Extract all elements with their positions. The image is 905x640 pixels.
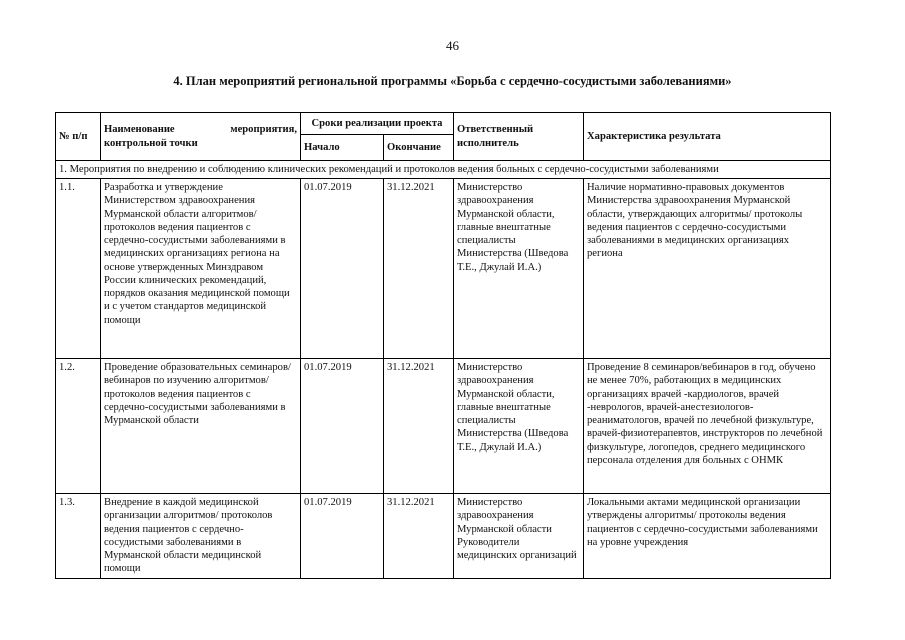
row-result: Проведение 8 семинаров/вебинаров в год, обучено не менее 70%, работающих в медицинских организациях врачей -кардиологов, врачей -неврологов, врачей-анестезиологов- реаниматологов, врачей по лечебной физкультуре, врачей-физиотерапевтов, инструкторов по лечебной физкультуре, логопедов, среднего медицинского персонала отделения для больных с ОНМК xyxy=(584,359,831,494)
header-name-part1: Наименование xyxy=(104,124,175,136)
header-name xyxy=(101,113,301,161)
page-number: 46 xyxy=(446,38,459,53)
header-row-1 xyxy=(56,113,831,135)
row-responsible: Министерство здравоохранения Мурманской области, главные внештатные специалисты Министерства (Шведова Т.Е., Джулай И.А.) xyxy=(454,359,584,494)
header-terms: Сроки реализации проекта xyxy=(301,113,454,135)
row-start: 01.07.2019 xyxy=(301,494,384,578)
row-name: Разработка и утверждение Министерством здравоохранения Мурманской области алгоритмов/ протоколов ведения пациентов с сердечно-сосудистыми заболеваниями в медицинских организациях региона на основе утвержденных Минздравом России клинических рекомендаций, порядков оказания медицинской помощи и с учетом стандартов медицинской помощи xyxy=(101,179,301,359)
section-row xyxy=(56,161,831,179)
row-responsible: Министерство здравоохранения Мурманской области, главные внештатные специалисты Министерства (Шведова Т.Е., Джулай И.А.) xyxy=(454,179,584,359)
row-responsible: Министерство здравоохранения Мурманской области Руководители медицинских организаций xyxy=(454,494,584,578)
section-title: 1. Мероприятия по внедрению и соблюдению клинических рекомендаций и протоколов ведения больных с сердечно-сосудистыми заболеваниями xyxy=(56,161,831,179)
header-result: Характеристика результата xyxy=(584,113,831,161)
row-end: 31.12.2021 xyxy=(384,179,454,359)
row-num: 1.3. xyxy=(56,494,101,578)
row-end: 31.12.2021 xyxy=(384,494,454,578)
header-name-part2: мероприятия, xyxy=(230,124,297,136)
table-row xyxy=(56,359,831,494)
row-num: 1.2. xyxy=(56,359,101,494)
table-row xyxy=(56,494,831,578)
action-plan-table xyxy=(55,112,831,579)
row-start: 01.07.2019 xyxy=(301,179,384,359)
header-name-part3: контрольной точки xyxy=(104,137,198,149)
header-responsible: Ответственный исполнитель xyxy=(454,113,584,161)
row-end: 31.12.2021 xyxy=(384,359,454,494)
row-num: 1.1. xyxy=(56,179,101,359)
row-result: Локальными актами медицинской организации утверждены алгоритмы/ протоколы ведения пациентов с сердечно-сосудистыми заболеваниями на уровне учреждения xyxy=(584,494,831,578)
row-result: Наличие нормативно-правовых документов Министерства здравоохранения Мурманской области, утверждающих алгоритмы/ протоколы ведения пациентов с сердечно-сосудистыми заболеваниями в медицинских организациях региона xyxy=(584,179,831,359)
header-num: № п/п xyxy=(56,113,101,161)
header-start: Начало xyxy=(301,135,384,161)
row-name: Проведение образовательных семинаров/вебинаров по изучению алгоритмов/ протоколов ведения пациентов с сердечно-сосудистыми заболеваниями в Мурманской области xyxy=(101,359,301,494)
row-name: Внедрение в каждой медицинской организации алгоритмов/ протоколов ведения пациентов с сердечно-сосудистыми заболеваниями в Мурманской области медицинской помощи xyxy=(101,494,301,578)
row-start: 01.07.2019 xyxy=(301,359,384,494)
header-end: Окончание xyxy=(384,135,454,161)
page-heading: 4. План мероприятий региональной программы «Борьба с сердечно-сосудистыми заболеваниями» xyxy=(173,74,732,88)
table-row xyxy=(56,179,831,359)
